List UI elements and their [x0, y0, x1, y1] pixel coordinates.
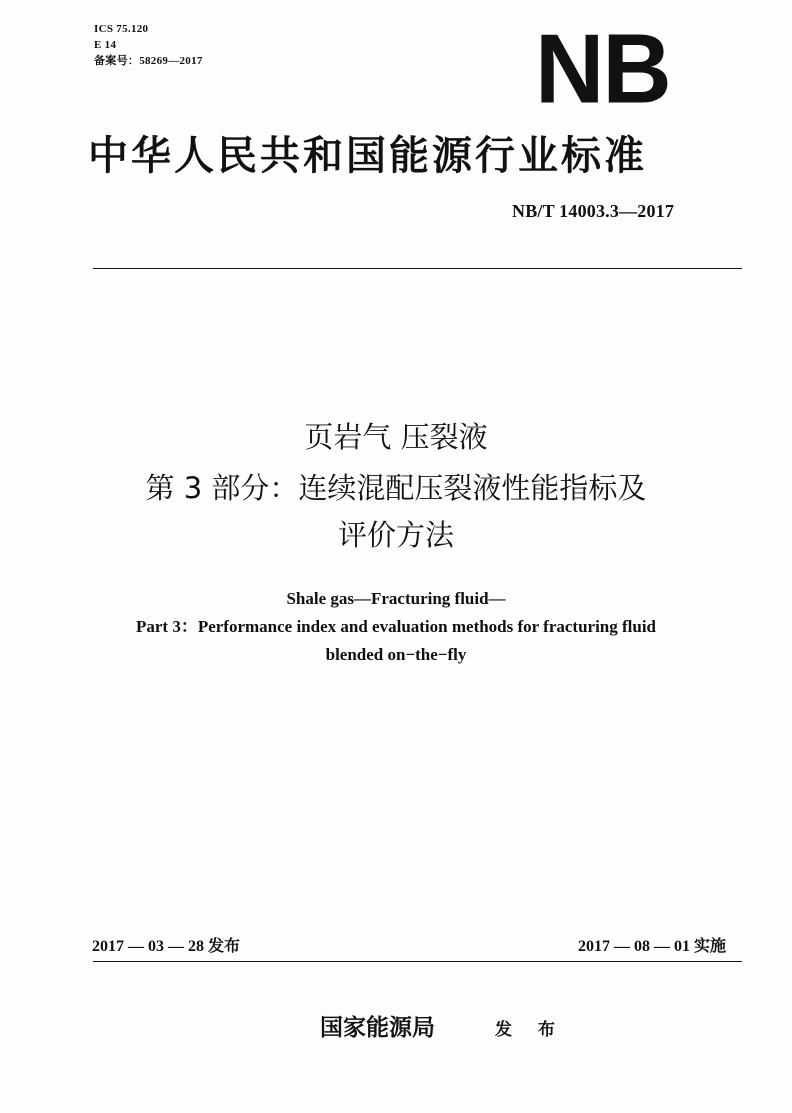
standard-number: NB/T 14003.3—2017: [512, 201, 675, 221]
title-zh-line1: 页岩气 压裂液: [304, 420, 488, 454]
ics-code: ICS 75.120: [94, 23, 149, 35]
classification-code: E 14: [94, 39, 117, 51]
issue-label: 发 布: [495, 1020, 565, 1040]
record-number: 备案号：58269—2017: [94, 55, 203, 67]
title-zh-line2: 第 3 部分：连续混配压裂液性能指标及: [145, 471, 647, 505]
nb-logo: NB: [535, 14, 670, 125]
issue-date: 2017 — 03 — 28 发布: [92, 938, 241, 955]
header-divider: [93, 268, 742, 269]
implement-date: 2017 — 08 — 01 实施: [578, 938, 727, 955]
title-en-line2: Part 3：Performance index and evaluation methods for fracturing fluid: [135, 617, 657, 636]
title-en-line1: Shale gas—Fracturing fluid—: [286, 589, 506, 608]
issuer-name: 国家能源局: [320, 1014, 435, 1041]
title-en-line3: blended on−the−fly: [325, 645, 467, 664]
footer-divider: [93, 961, 742, 962]
title-zh-line3: 评价方法: [337, 518, 454, 552]
org-title: 中华人民共和国能源行业标准: [88, 132, 647, 179]
